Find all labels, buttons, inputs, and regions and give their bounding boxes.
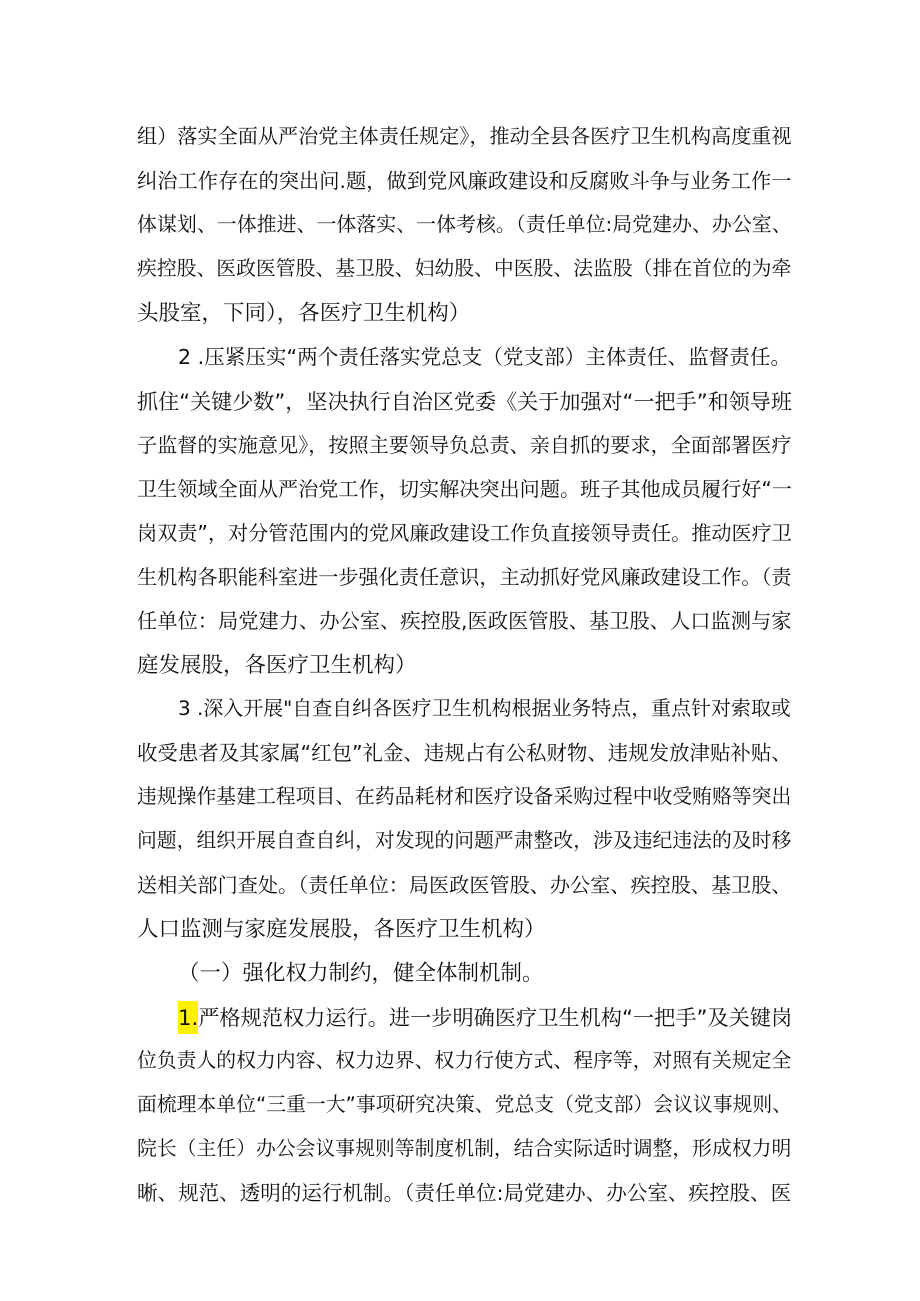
text-line-22: 位负责人的权力内容、权力边界、权力行使方式、程序等，对照有关规定全 (137, 1049, 792, 1072)
text-line-3: 体谋划、一体推进、一体落实、一体考核。（责任单位:局党建办、办公室、 (137, 212, 792, 236)
text-line-11: 生机构各职能科室进一步强化责任意识，主动抓好党风廉政建设工作。（责 (137, 565, 792, 589)
text-line-10: 岗双责”，对分管范围内的党风廉政建设工作负直接领导责任。推动医疗卫 (137, 521, 792, 545)
highlighted-item-number: 1. (178, 1001, 198, 1034)
text-line-25: 晰、规范、透明的运行机制。（责任单位:局党建办、办公室、疾控股、医 (137, 1181, 792, 1205)
text-line-12: 任单位：局党建力、办公室、疾控股,医政医管股、基卫股、人口监测与家 (137, 609, 792, 633)
item-3-heading-line: 3 .深入开展"自查自纠各医疗卫生机构根据业务特点，重点针对索取或 (178, 696, 791, 720)
text-line-8: 子监督的实施意见》，按照主要领导负总责、亲自抓的要求，全面部署医疗 (137, 433, 792, 457)
text-line-5: 头股室，下同），各医疗卫生机构） (137, 301, 471, 326)
text-line-13: 庭发展股，各医疗卫生机构） (137, 653, 417, 678)
text-line-2: 纠治工作存在的突出问.题，做到党风廉政建设和反腐败斗争与业务工作一 (137, 169, 792, 193)
text-line-16: 违规操作基建工程项目、在药品耗材和医疗设备采购过程中收受贿赂等突出 (137, 785, 792, 808)
text-line-7: 抓住“关键少数”，坚决执行自治区党委《关于加强对“一把手”和领导班 (137, 389, 792, 414)
text-line-9: 卫生领域全面从严治党工作，切实解决突出问题。班子其他成员履行好“一 (137, 477, 792, 501)
item-2-heading-line: 2 .压紧压实“两个责任落实党总支（党支部）主体责任、监督责任。 (178, 345, 792, 369)
section-heading: （一）强化权力制约，健全体制机制。 (178, 961, 544, 986)
text-line-1: 组）落实全面从严治党主体责任规定》，推动全县各医疗卫生机构高度重视 (137, 124, 792, 148)
text-line-19: 人口监测与家庭发展股，各医疗卫生机构） (137, 917, 546, 942)
text-line-15: 收受患者及其家属“红包”礼金、违规占有公私财物、违规发放津贴补贴、 (137, 741, 792, 765)
item-1-heading-text: 严格规范权力运行。进一步明确医疗卫生机构“一把手”及关键岗 (198, 1005, 793, 1030)
text-line-23: 面梳理本单位“三重一大”事项研究决策、党总支（党支部）会议议事规则、 (137, 1093, 793, 1116)
text-line-4: 疾控股、医政医管股、基卫股、妇幼股、中医股、法监股（排在首位的为牵 (137, 257, 792, 280)
text-line-17: 问题，组织开展自查自纠，对发现的问题严肃整改，涉及违纪违法的及时移 (137, 829, 792, 852)
text-line-18: 送相关部门查处。（责任单位：局医政医管股、办公室、疾控股、基卫股、 (137, 873, 792, 897)
item-1-heading-line (178, 1007, 792, 1028)
text-line-24: 院长（主任）办公会议事规则等制度机制，结合实际适时调整，形成权力明 (137, 1137, 792, 1160)
